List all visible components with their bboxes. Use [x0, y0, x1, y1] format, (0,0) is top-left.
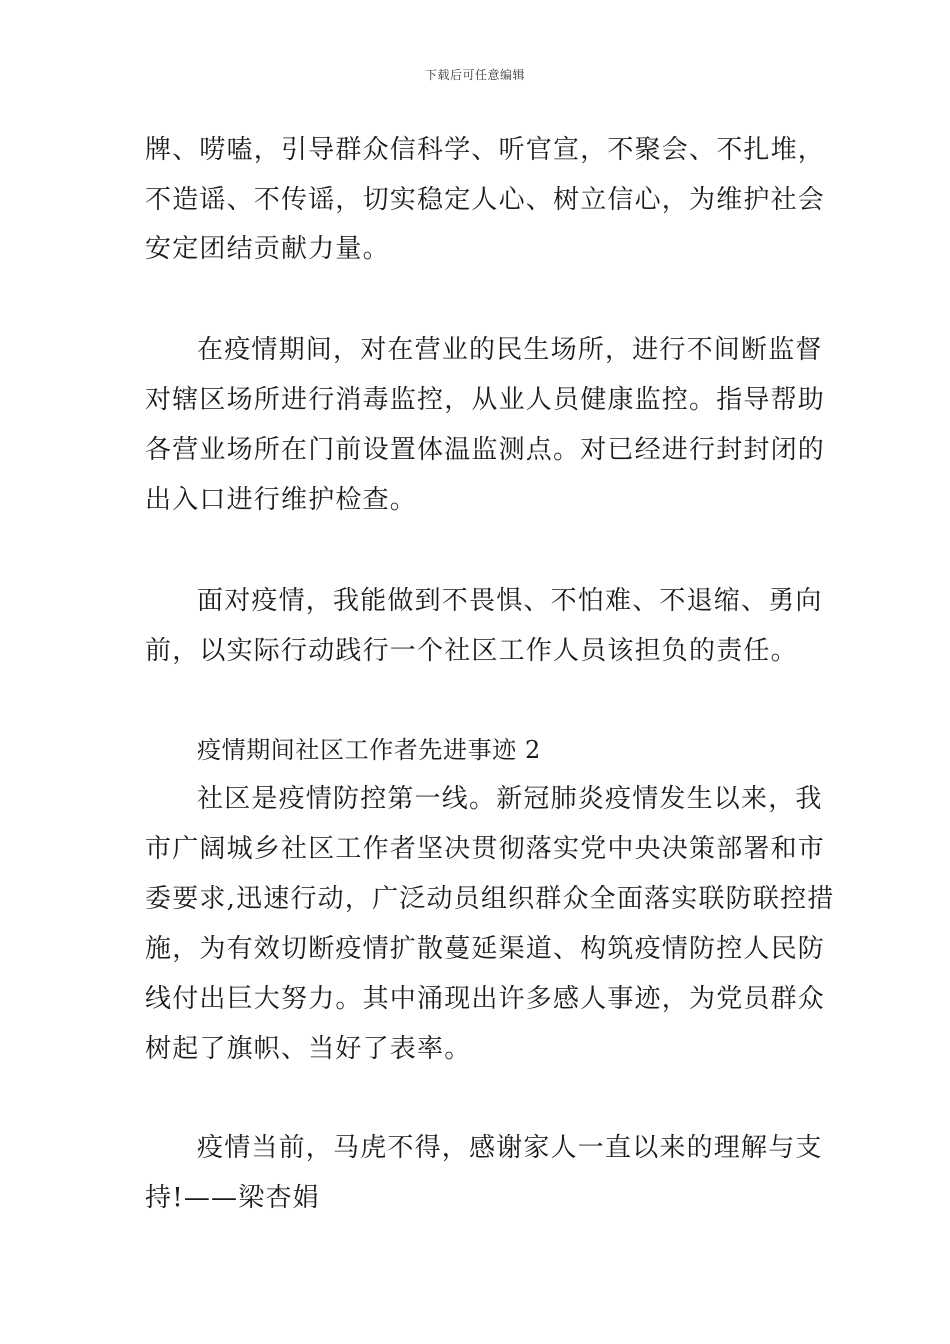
text-line-7: 出入口进行维护检查。	[145, 485, 418, 515]
text-line-5: 对辖区场所进行消毒监控，从业人员健康监控。指导帮助	[145, 385, 826, 415]
section-heading: 疫情期间社区工作者先进事迹 2	[197, 736, 541, 764]
text-line-12: 市广阔城乡社区工作者坚决贯彻落实党中央决策部署和市	[145, 834, 826, 864]
text-line-17: 疫情当前，马虎不得，感谢家人一直以来的理解与支	[197, 1133, 823, 1163]
text-line-18: 持!——梁杏娟	[145, 1183, 320, 1213]
text-line-9: 前，以实际行动践行一个社区工作人员该担负的责任。	[145, 636, 798, 666]
text-line-15: 线付出巨大努力。其中涌现出许多感人事迹，为党员群众	[145, 984, 826, 1014]
text-line-13: 委要求,迅速行动，广泛动员组织群众全面落实联防联控措	[145, 884, 835, 914]
text-line-2: 不造谣、不传谣，切实稳定人心、树立信心，为维护社会	[145, 185, 826, 215]
text-line-3: 安定团结贡献力量。	[145, 234, 390, 264]
header-note: 下载后可任意编辑	[424, 68, 525, 82]
text-line-6: 各营业场所在门前设置体温监测点。对已经进行封封闭的	[145, 435, 826, 465]
text-line-11: 社区是疫情防控第一线。新冠肺炎疫情发生以来，我	[197, 784, 823, 814]
text-line-1: 牌、唠嗑，引导群众信科学、听官宣，不聚会、不扎堆，	[145, 135, 826, 165]
text-line-16: 树起了旗帜、当好了表率。	[145, 1034, 472, 1064]
text-line-4: 在疫情期间，对在营业的民生场所，进行不间断监督	[197, 335, 823, 365]
text-line-8: 面对疫情，我能做到不畏惧、不怕难、不退缩、勇向	[197, 586, 823, 616]
text-line-14: 施，为有效切断疫情扩散蔓延渠道、构筑疫情防控人民防	[145, 934, 826, 964]
